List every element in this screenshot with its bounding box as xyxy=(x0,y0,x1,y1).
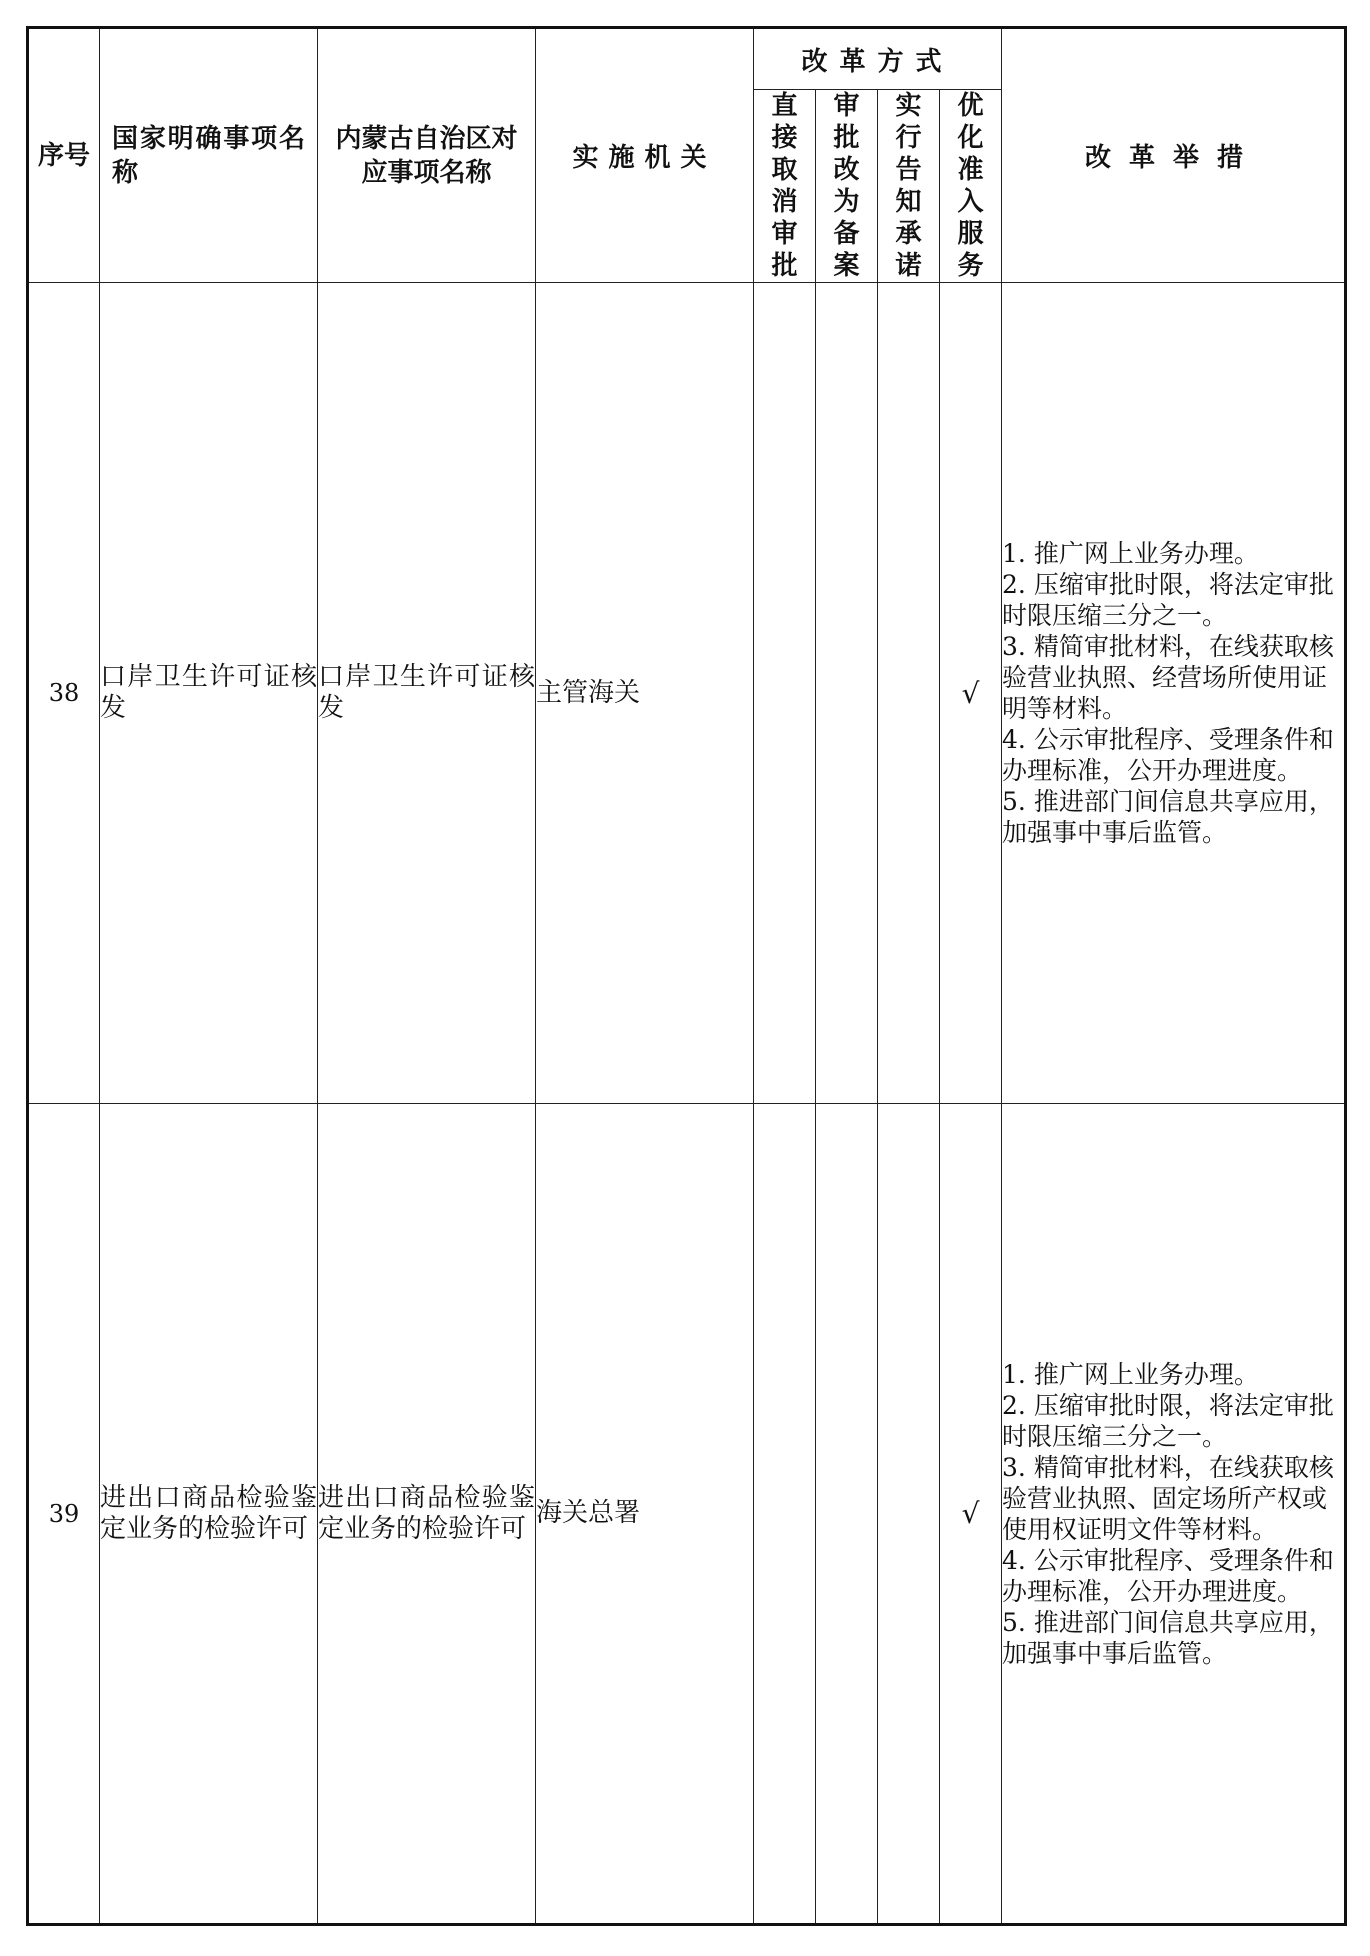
row-agency: 海关总署 xyxy=(536,1104,754,1925)
row-mode-filing xyxy=(816,1104,878,1925)
header-seq: 序号 xyxy=(28,28,100,283)
header-mode-optimize: 优化准入服务 xyxy=(940,90,1002,283)
header-agency: 实施机关 xyxy=(536,28,754,283)
row-measures xyxy=(1002,283,1346,1104)
measure-item: 5. 推进部门间信息共享应用，加强事中事后监管。 xyxy=(1002,787,1334,847)
row-mode-filing xyxy=(816,283,878,1104)
header-mode-cancel: 直接取消审批 xyxy=(754,90,816,283)
row-mode-notice xyxy=(878,1104,940,1925)
measure-item: 4. 公示审批程序、受理条件和办理标准，公开办理进度。 xyxy=(1002,725,1334,785)
measure-item: 1. 推广网上业务办理。 xyxy=(1002,1359,1259,1389)
measure-item: 2. 压缩审批时限，将法定审批时限压缩三分之一。 xyxy=(1002,1390,1334,1451)
row-national-name: 口岸卫生许可证核发 xyxy=(100,283,318,1104)
row-mode-notice xyxy=(878,283,940,1104)
row-mode-cancel xyxy=(754,283,816,1104)
measure-item: 1. 推广网上业务办理。 xyxy=(1002,539,1259,568)
header-mode-filing: 审批改为备案 xyxy=(816,90,878,283)
table-row xyxy=(28,283,1346,1104)
row-seq: 39 xyxy=(28,1104,100,1925)
row-imar-name: 口岸卫生许可证核发 xyxy=(318,283,536,1104)
reform-table xyxy=(26,26,1347,1926)
row-imar-name: 进出口商品检验鉴定业务的检验许可 xyxy=(318,1104,536,1925)
row-agency: 主管海关 xyxy=(536,283,754,1104)
header-mode-notice: 实行告知承诺 xyxy=(878,90,940,283)
row-national-name: 进出口商品检验鉴定业务的检验许可 xyxy=(100,1104,318,1925)
measure-item: 2. 压缩审批时限，将法定审批时限压缩三分之一。 xyxy=(1002,570,1334,630)
row-measures xyxy=(1002,1104,1346,1925)
header-imar-name: 内蒙古自治区对应事项名称 xyxy=(318,28,536,283)
measure-item: 4. 公示审批程序、受理条件和办理标准，公开办理进度。 xyxy=(1002,1545,1334,1606)
row-mode-optimize-check: √ xyxy=(940,283,1002,1104)
measure-item: 3. 精简审批材料，在线获取核验营业执照、固定场所产权或使用权证明文件等材料。 xyxy=(1002,1452,1334,1544)
measure-item: 5. 推进部门间信息共享应用，加强事中事后监管。 xyxy=(1002,1607,1334,1668)
row-mode-cancel xyxy=(754,1104,816,1925)
header-measures: 改革举措 xyxy=(1002,28,1346,283)
row-seq: 38 xyxy=(28,283,100,1104)
header-national-name: 国家明确事项名称 xyxy=(100,28,318,283)
header-reform-mode: 改革方式 xyxy=(754,28,1002,90)
row-mode-optimize-check: √ xyxy=(940,1104,1002,1925)
table-row xyxy=(28,1104,1346,1925)
measure-item: 3. 精简审批材料，在线获取核验营业执照、经营场所使用证明等材料。 xyxy=(1002,632,1334,723)
